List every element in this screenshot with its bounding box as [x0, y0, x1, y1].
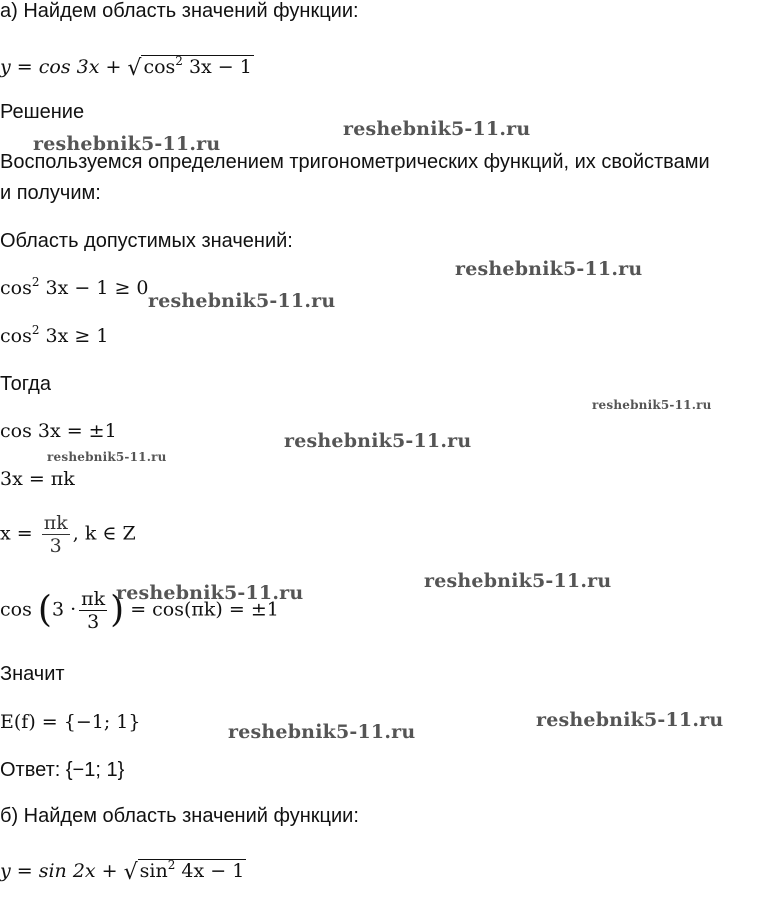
intro-line-2: и получим:: [0, 182, 101, 204]
solution-label: Решение: [0, 101, 85, 123]
part-a-heading: а) Найдем область значений функции:: [0, 0, 359, 22]
function-b: y = sin 2x + √ $\sin^2 4x - 1$: [0, 858, 245, 885]
sqrt-expression: √ $\cos^2 3x - 1$: [127, 54, 252, 81]
watermark: reshebnik5-11.ru: [228, 721, 416, 743]
watermark: reshebnik5-11.ru: [148, 290, 336, 312]
equation-4: cos (3 · $\frac{\pi k}{3}$ ) = cos(πk) = ±1: [0, 588, 279, 633]
function-a: y = cos 3x + √ $\cos^2 3x - 1$: [0, 54, 252, 81]
means-label: Значит: [0, 663, 65, 685]
watermark: reshebnik5-11.ru: [592, 398, 712, 412]
part-b-heading: б) Найдем область значений функции:: [0, 805, 359, 827]
watermark: reshebnik5-11.ru: [33, 133, 221, 155]
watermark: reshebnik5-11.ru: [116, 582, 304, 604]
then-label: Тогда: [0, 373, 51, 395]
watermark: reshebnik5-11.ru: [455, 258, 643, 280]
inequality-2: $\cos^2 3x \ge 1$: [0, 323, 109, 347]
watermark: reshebnik5-11.ru: [343, 118, 531, 140]
equation-2: 3x = πk: [0, 468, 75, 490]
watermark: reshebnik5-11.ru: [424, 570, 612, 592]
intro-line-1: Воспользуемся определением тригонометрических функций, их свойствами: [0, 151, 710, 173]
answer-a: Ответ: {−1; 1}: [0, 759, 125, 781]
watermark: reshebnik5-11.ru: [47, 450, 167, 464]
equation-3: x = $\frac{\pi k}{3}$ , k ∈ Z: [0, 512, 136, 557]
watermark: reshebnik5-11.ru: [536, 709, 724, 731]
equation-1: cos 3x = ±1: [0, 420, 117, 442]
domain-label: Область допустимых значений:: [0, 230, 293, 252]
inequality-1: $\cos^2 3x - 1 \ge 0$: [0, 275, 149, 299]
range-equation: E(f) = {−1; 1}: [0, 711, 141, 733]
watermark: reshebnik5-11.ru: [284, 430, 472, 452]
